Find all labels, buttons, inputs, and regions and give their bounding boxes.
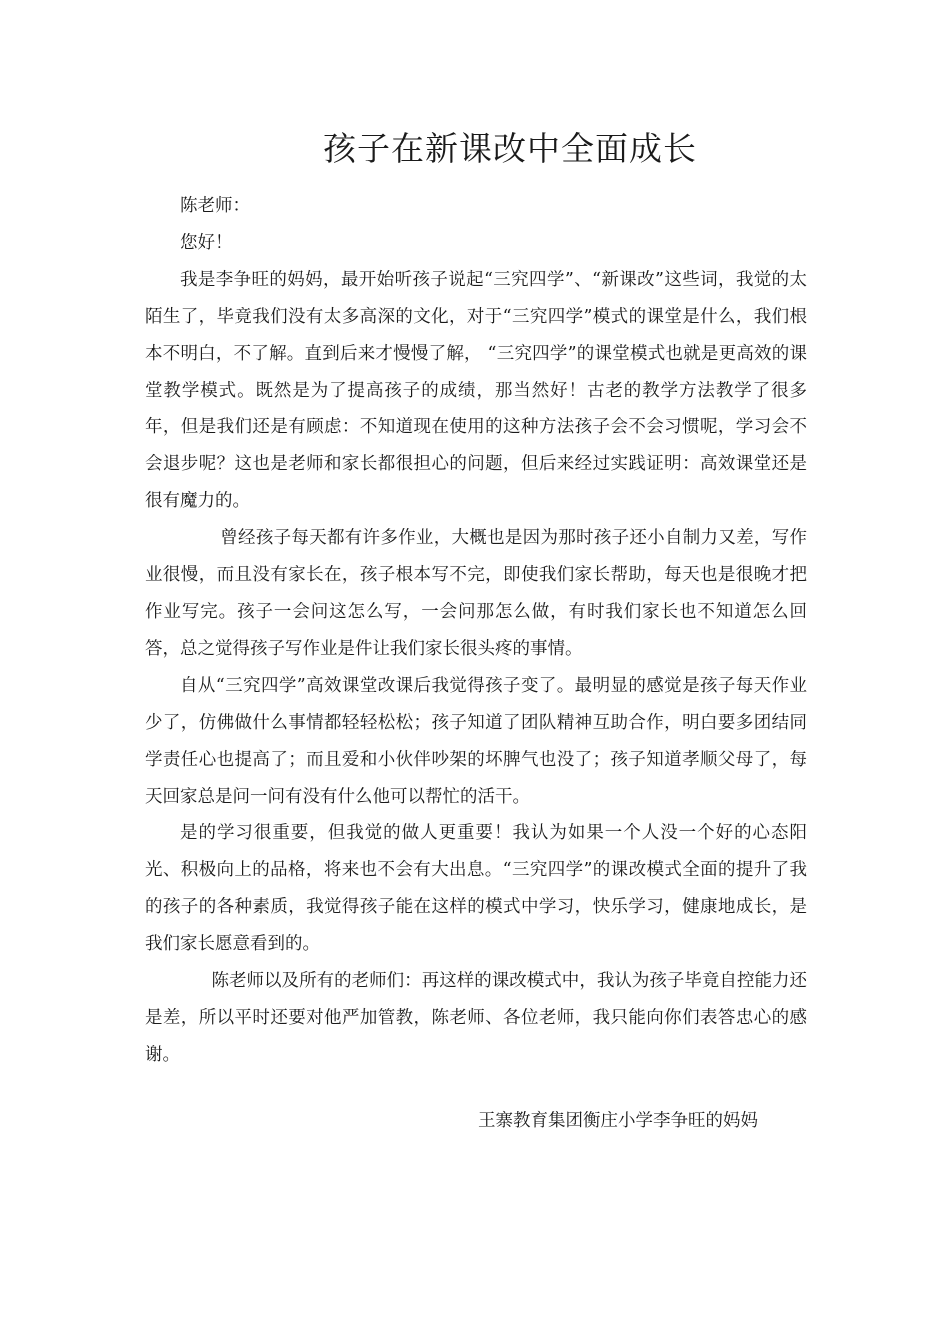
paragraph-1: 我是李争旺的妈妈，最开始听孩子说起“三究四学”、“新课改”这些词，我觉的太陌生了，毕竟我们没有太多高深的文化，对于“三究四学”模式的课堂是什么，我们根本不明白，不了解。直到后来才慢慢了解， “三究四学”的课堂模式也就是更高效的课堂教学模式。既然是为了提高孩子的成绩，那当然好！古老的教学方法教学了很多年，但是我们还是有顾虑：不知道现在使用的这种方法孩子会不会习惯呢，学习会不会退步呢？这也是老师和家长都很担心的问题，但后来经过实践证明：高效课堂还是很有魔力的。 <box>145 269 807 512</box>
letter-body <box>145 188 807 1074</box>
paragraph-2: 曾经孩子每天都有许多作业，大概也是因为那时孩子还小自制力又差，写作业很慢，而且没有家长在，孩子根本写不完，即使我们家长帮助，每天也是很晚才把作业写完。孩子一会问这怎么写，一会问那怎么做，有时我们家长也不知道怎么回答，总之觉得孩子写作业是件让我们家长很头疼的事情。 <box>145 528 807 659</box>
salutation: 陈老师： <box>180 196 250 216</box>
paragraph-4: 是的学习很重要，但我觉的做人更重要！我认为如果一个人没一个好的心态阳光、积极向上的品格，将来也不会有大出息。“三究四学”的课改模式全面的提升了我的孩子的各种素质，我觉得孩子能在这样的模式中学习，快乐学习，健康地成长，是我们家长愿意看到的。 <box>145 823 807 955</box>
paragraph-3: 自从“三究四学”高效课堂改课后我觉得孩子变了。最明显的感觉是孩子每天作业少了，仿佛做什么事情都轻轻松松；孩子知道了团队精神互助合作，明白要多团结同学责任心也提高了；而且爱和小伙伴吵架的坏脾气也没了；孩子知道孝顺父母了，每天回家总是问一问有没有什么他可以帮忙的活干。 <box>145 675 807 807</box>
document-title: 孩子在新课改中全面成长 <box>323 129 697 168</box>
paragraph-5: 陈老师以及所有的老师们：再这样的课改模式中，我认为孩子毕竟自控能力还是差，所以平时还要对他严加管教，陈老师、各位老师，我只能向你们表答忠心的感谢。 <box>145 971 807 1065</box>
signature: 王寨教育集团衡庄小学李争旺的妈妈 <box>478 1111 758 1131</box>
greeting: 您好！ <box>180 232 233 253</box>
